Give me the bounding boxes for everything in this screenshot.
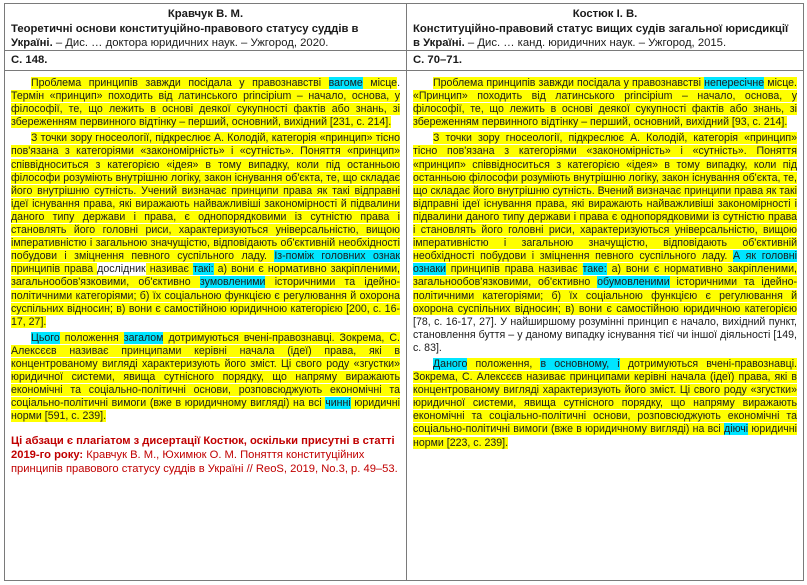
comparison-table xyxy=(4,3,804,581)
changed-text-run: Із-поміж головних ознак xyxy=(274,250,400,263)
right-column xyxy=(407,4,803,580)
matched-text-run: положення xyxy=(59,331,124,344)
matched-text-run: історичними та ідейно-політичними категоріями; б) їх соціальною функцією є регулювання й охорона суспільних відносин; в) вони є самостійною юридичною категорією [200, с. 16-17, 27]. xyxy=(11,276,400,328)
matched-text-run: дотримуються вчені-правознавці. Зокрема, С. Алексєєв називає принципами керівні начала (ідеї) права, які в концентрованому вигляді характеризують його зміст. Ці свого роду «згустки» юридичної системи, явища сутнісного порядку, що напряму виражають економічні та соціально-політичні основи, розповсюджують економічні та соціально-політичні вимоги (вже в юридичному вигляді) на всі xyxy=(11,331,400,410)
matched-text-run: Проблема принципів завжди посідала у правознавстві xyxy=(31,77,329,89)
left-paragraph-2 xyxy=(11,132,400,328)
right-title-rest: – Дис. … канд. юридичних наук. – Ужгород, 2015. xyxy=(464,37,727,49)
left-title-rest: – Дис. … доктора юридичних наук. – Ужгород, 2020. xyxy=(52,37,329,49)
plagiarism-note-source: Кравчук В. М., Юхимюк О. М. Поняття конституційних принципів правового статусу суддів в Україні // ReoS, 2019, No.3, р. 49–53. xyxy=(11,449,398,475)
matched-text-run: Термін «принцип» походить від латинського principium – начало, основа, у філософії, те, що лежить в основі деякої сукупності фактів або знань, зі збереженням первинного відтінку – перший, основний, вихідний [231, с. 214]. xyxy=(11,90,400,129)
left-title: Теоретичні основи конституційно-правового статусу суддів в Україні. xyxy=(11,22,359,49)
plagiarism-note xyxy=(11,435,400,476)
matched-text-run: З точки зору гносеології, підкреслює А. Колодій, категорія «принцип» тісно пов'язана з категоріями «закономірність» і «сутність». Поняття «принцип» співвідноситься з категорією «ідея» в тому випадку, коли під останньою філософи розуміють внутрішню логіку, закон існування об'єкта, те, що складає його внутрішню сутність. Учений визначає принципи права як такі відправні ідеї існування права, які виражають найважливіші закономірності й підвалини даного типу держави і права, є однопорядковими із сутністю права і становлять його головні риси, характеризуються універсальністю, вищою імперативністю і загальною значущістю, відповідають об'єктивній необхідності побудови і зміцнення певного суспільного ладу. xyxy=(11,132,400,263)
plain-text-run: [78, с. 16-17, 27]. У найширшому розумінні принцип є начало, вихідний пункт, становлення буття – у даному випадку існування тієї чи іншої діяльності [149, с. 83]. xyxy=(413,315,797,354)
right-page-ref: С. 70–71. xyxy=(407,51,803,71)
right-author: Костюк І. В. xyxy=(572,8,638,20)
right-paragraph-1 xyxy=(413,77,797,129)
right-header xyxy=(407,4,803,51)
left-body xyxy=(5,71,406,476)
matched-text-run: а) вони є нормативно закріпленими, загальнообов'язковими, об'єктивно xyxy=(11,263,401,289)
plagiarism-note-bold: Ці абзаци є плагіатом з дисертації Костюк, оскільки присутні в статті 2019-го року: xyxy=(11,435,395,462)
changed-text-run: зумовленими xyxy=(199,276,266,289)
left-paragraph-3 xyxy=(11,332,400,424)
left-header xyxy=(5,4,406,51)
left-column xyxy=(5,4,407,580)
matched-text-run: юридичні норми [223, с. 239]. xyxy=(413,423,797,449)
left-citation xyxy=(11,22,400,51)
matched-text-run: історичними та ідейно-політичними категоріями; б) їх соціальною функцією є регулювання й охорона суспільних відносин; в) вони є самостійною юридичною категорією xyxy=(413,276,797,315)
matched-text-run: Проблема принципів завжди посідала у правознавстві xyxy=(433,77,705,89)
changed-text-run: такі: xyxy=(193,263,214,276)
left-page-ref: С. 148. xyxy=(5,51,406,71)
matched-text-run: принципів права xyxy=(11,263,98,276)
changed-text-run: А як головні ознаки xyxy=(413,250,798,276)
changed-text-run: чинні xyxy=(325,397,351,410)
right-citation xyxy=(413,22,797,51)
changed-text-run: діючі xyxy=(724,423,749,436)
left-author: Кравчук В. М. xyxy=(167,8,244,20)
left-paragraph-1 xyxy=(11,77,400,129)
changed-text-run: в основному, і xyxy=(540,357,620,370)
matched-text-run: принципів права називає xyxy=(445,263,583,276)
changed-text-run: обумовленими xyxy=(597,276,670,289)
right-title: Конституційно-правовий статус вищих судів загальної юрисдикції в Україні. xyxy=(413,22,789,49)
changed-text-run: вагоме xyxy=(328,77,363,89)
matched-text-run: місце xyxy=(362,77,398,89)
changed-text-run: таке: xyxy=(582,263,607,276)
right-paragraph-3 xyxy=(413,358,797,450)
matched-text-run: положення, xyxy=(467,357,541,370)
changed-text-run: загалом xyxy=(123,331,164,344)
right-paragraph-2 xyxy=(413,132,797,355)
matched-text-run: дотримуються вчені-правознавці. Зокрема, С. Алексєєв називає принципами керівні начала (ідеї) права, які в концентрованому вигляді характеризують його зміст. Ці свого роду «згустки» юридичної системи, явища сутнісного порядку, що напряму виражають економічні та соціально-політичні основи, розповсюджують економічні та соціально-політичні вимоги (вже в юридичному вигляді) на всі xyxy=(413,357,797,436)
matched-text-run: юридичні норми [591, с. 239]. xyxy=(11,397,400,423)
right-body xyxy=(407,71,803,450)
matched-text-run: місце. «Принцип» походить від латинського principium – начало, основа, у філософії, те, що лежить в основі деякої сукупності фактів або знань, зі збереженням первинного відтінку – перший, основний, вихідний [93, с. 214]. xyxy=(413,77,797,129)
plain-text-run: . xyxy=(397,77,401,89)
matched-text-run: а) вони є нормативно закріпленими, загальнообов'язковими, об'єктивно xyxy=(413,263,798,289)
matched-text-run: З точки зору гносеології, підкреслює А. Колодій, категорія «принцип» тісно пов'язана з категоріями «закономірність» і «сутність». Поняття «принцип» співвідноситься з категорією «ідея» в тому випадку, коли під останньою філософи розуміють внутрішню логіку, закон існування об'єкта, те, що складає його внутрішню сутність. Вчений визначає принципи права як такі відправні ідеї існування права, які виражають найважливіші закономірності і підвалини даного типу держави і права є однопорядковими із сутністю права і становлять його головні риси, характеризуються універсальністю, вищою імперативністю і загальною значущістю, відповідають об'єктивній необхідності побудови і зміцнення певного суспільного ладу. xyxy=(413,132,797,263)
plain-text-run: дослідник xyxy=(97,263,146,276)
changed-text-run: Цього xyxy=(31,331,60,344)
matched-text-run: називає xyxy=(145,263,194,276)
changed-text-run: Даного xyxy=(433,357,468,370)
changed-text-run: непересічне xyxy=(704,77,765,89)
